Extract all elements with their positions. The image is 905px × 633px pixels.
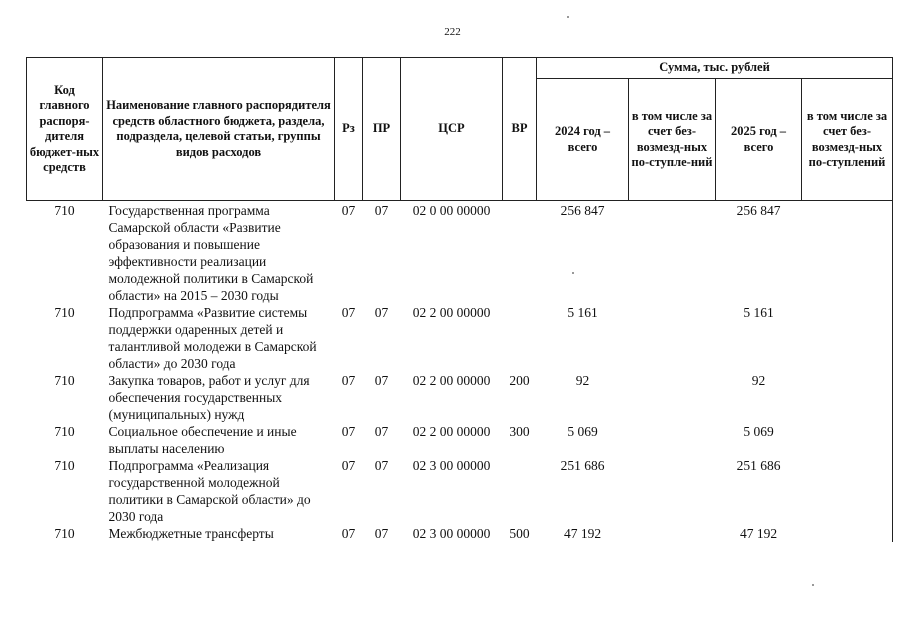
table-row (27, 457, 893, 525)
cell-csr: 02 2 00 00000 (412, 424, 491, 439)
cell-y2025-grants (802, 457, 893, 525)
table-row (27, 423, 893, 457)
cell-y2024: 5 161 (567, 305, 598, 320)
cell-y2025: 256 847 (736, 203, 781, 218)
cell-code: 710 (54, 424, 75, 439)
cell-y2024-grants (629, 423, 716, 457)
cell-rz: 07 (341, 203, 356, 218)
cell-y2025: 251 686 (736, 458, 781, 473)
cell-vr (503, 304, 537, 372)
cell-y2025: 92 (751, 373, 766, 388)
cell-y2024: 251 686 (560, 458, 605, 473)
header-2024-total: 2024 год – всего (537, 79, 629, 201)
cell-pr: 07 (374, 305, 389, 320)
cell-csr: 02 3 00 00000 (412, 458, 491, 473)
table-row (27, 201, 893, 305)
cell-vr (503, 201, 537, 305)
cell-csr: 02 0 00 00000 (412, 203, 491, 218)
cell-y2024-grants (629, 372, 716, 423)
scan-speck (567, 16, 569, 18)
header-2024-grants: в том числе за счет без-возмезд-ных по-ступле-ний (629, 79, 716, 201)
cell-pr: 07 (374, 526, 389, 541)
cell-code: 710 (54, 373, 75, 388)
cell-pr: 07 (374, 424, 389, 439)
cell-y2025-grants (802, 525, 893, 542)
header-sum-group: Сумма, тыс. рублей (537, 58, 893, 79)
cell-vr (503, 457, 537, 525)
cell-rz: 07 (341, 373, 356, 388)
table-row (27, 525, 893, 542)
budget-table (26, 57, 893, 542)
cell-name: Межбюджетные трансферты (108, 526, 274, 541)
header-csr: ЦСР (401, 58, 503, 201)
cell-y2024: 256 847 (560, 203, 605, 218)
cell-y2025: 47 192 (739, 526, 778, 541)
cell-code: 710 (54, 305, 75, 320)
header-code: Код главного распоря-дителя бюджет-ных средств (27, 58, 103, 201)
cell-csr: 02 2 00 00000 (412, 305, 491, 320)
header-vr: ВР (503, 58, 537, 201)
scan-speck (812, 584, 814, 586)
cell-y2025-grants (802, 423, 893, 457)
cell-name: Государственная программа Самарской области «Развитие образования и повышение эффективности реализации молодежной политики в Самарской области» на 2015 – 2030 годы (108, 203, 314, 303)
cell-rz: 07 (341, 424, 356, 439)
cell-name: Подпрограмма «Развитие системы поддержки одаренных детей и талантливой молодежи в Самарской области» до 2030 года (108, 305, 317, 371)
cell-vr: 300 (509, 424, 530, 439)
cell-y2025-grants (802, 201, 893, 305)
cell-pr: 07 (374, 458, 389, 473)
table-body (27, 201, 893, 543)
cell-y2024: 5 069 (567, 424, 598, 439)
cell-y2025: 5 161 (743, 305, 774, 320)
cell-y2024: 92 (575, 373, 590, 388)
cell-vr: 200 (509, 373, 530, 388)
cell-csr: 02 3 00 00000 (412, 526, 491, 541)
cell-code: 710 (54, 526, 75, 541)
header-name: Наименование главного распорядителя средств областного бюджета, раздела, подраздела, целевой статьи, группы видов расходов (103, 58, 335, 201)
cell-name: Закупка товаров, работ и услуг для обеспечения государственных (муниципальных) нужд (108, 373, 310, 422)
cell-name: Социальное обеспечение и иные выплаты населению (108, 424, 297, 456)
header-2025-total: 2025 год – всего (716, 79, 802, 201)
cell-y2024-grants (629, 201, 716, 305)
cell-rz: 07 (341, 305, 356, 320)
header-rz: Рз (335, 58, 363, 201)
cell-y2024-grants (629, 525, 716, 542)
cell-code: 710 (54, 203, 75, 218)
cell-pr: 07 (374, 373, 389, 388)
cell-y2024-grants (629, 457, 716, 525)
cell-rz: 07 (341, 526, 356, 541)
cell-csr: 02 2 00 00000 (412, 373, 491, 388)
header-2025-grants: в том числе за счет без-возмезд-ных по-ступлений (802, 79, 893, 201)
header-pr: ПР (363, 58, 401, 201)
table-header (27, 58, 893, 201)
cell-name: Подпрограмма «Реализация государственной молодежной политики в Самарской области» до 2030 года (108, 458, 311, 524)
cell-y2025-grants (802, 372, 893, 423)
cell-y2024-grants (629, 304, 716, 372)
cell-y2024: 47 192 (563, 526, 602, 541)
cell-y2025-grants (802, 304, 893, 372)
cell-pr: 07 (374, 203, 389, 218)
cell-rz: 07 (341, 458, 356, 473)
scan-speck (572, 272, 574, 274)
cell-y2025: 5 069 (743, 424, 774, 439)
page-number: 222 (444, 26, 461, 38)
cell-code: 710 (54, 458, 75, 473)
table-row (27, 372, 893, 423)
table-row (27, 304, 893, 372)
cell-vr: 500 (509, 526, 530, 541)
